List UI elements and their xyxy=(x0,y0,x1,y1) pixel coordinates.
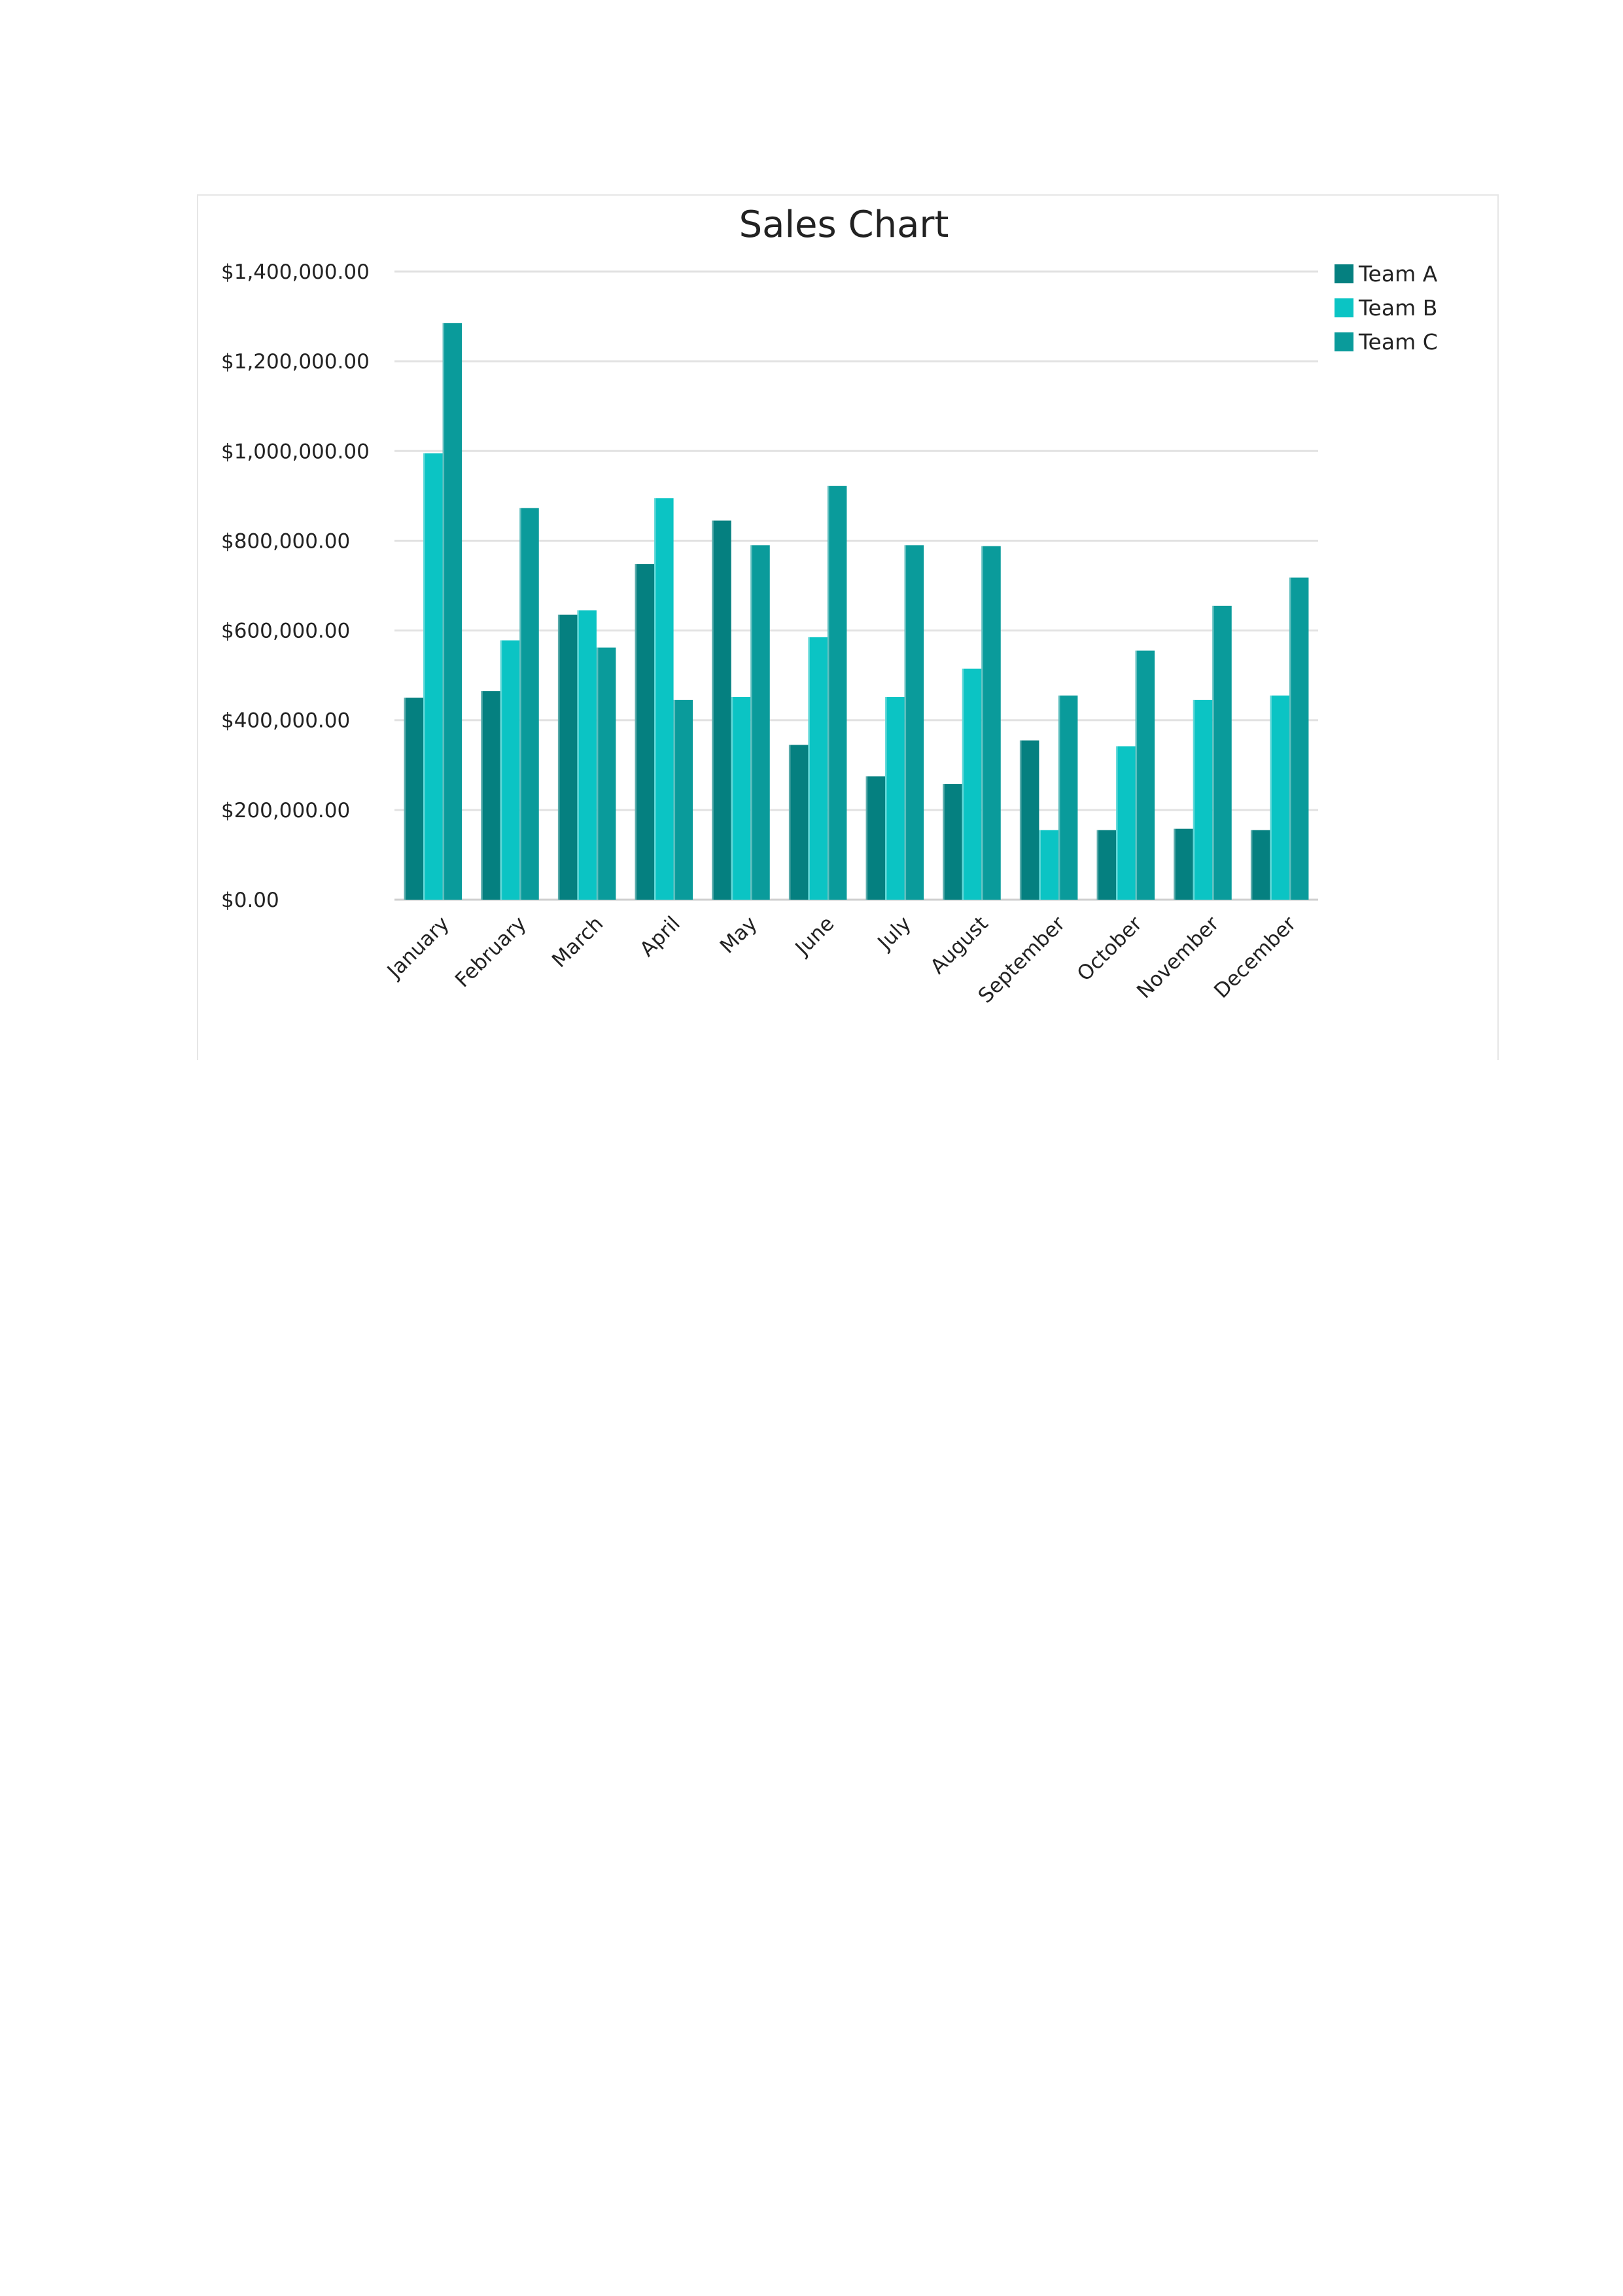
x-tick-label: May xyxy=(715,911,762,959)
x-tick-label: August xyxy=(926,911,993,979)
bar-team-c xyxy=(1289,578,1309,900)
bar-team-a xyxy=(481,691,500,900)
bar-team-c xyxy=(905,545,924,900)
y-tick-label: $600,000.00 xyxy=(221,619,351,643)
bar-team-a xyxy=(712,521,731,900)
x-tick-label: November xyxy=(1132,911,1224,1004)
legend-swatch xyxy=(1335,298,1353,317)
x-axis-tick-labels xyxy=(382,911,1300,1008)
bar-highlight xyxy=(577,610,579,900)
bar-highlight xyxy=(828,486,829,900)
legend-label: Team A xyxy=(1359,261,1438,287)
bar-team-a xyxy=(1251,830,1270,900)
bar-highlight xyxy=(519,508,521,900)
chart-title: Sales Chart xyxy=(739,203,949,246)
y-tick-label: $1,000,000.00 xyxy=(221,440,370,464)
bar-highlight xyxy=(1270,696,1272,900)
bar-team-a xyxy=(404,698,424,900)
bar-team-c xyxy=(828,486,847,900)
bar-highlight xyxy=(712,521,714,900)
bar-team-c xyxy=(519,508,539,900)
y-tick-label: $0.00 xyxy=(221,889,279,912)
bar-highlight xyxy=(635,564,637,900)
bar-team-c xyxy=(597,648,616,900)
x-tick-label: April xyxy=(635,911,685,962)
bar-highlight xyxy=(789,745,791,900)
bar-team-b xyxy=(962,669,982,900)
x-tick-label: February xyxy=(451,911,531,993)
bar-team-a xyxy=(866,776,886,900)
bar-highlight xyxy=(1174,829,1176,900)
bar-highlight xyxy=(404,698,406,900)
y-tick-label: $200,000.00 xyxy=(221,798,351,822)
legend-swatch xyxy=(1335,264,1353,283)
y-tick-label: $1,400,000.00 xyxy=(221,260,370,284)
bar-team-b xyxy=(885,697,905,900)
bar-team-b xyxy=(500,641,520,900)
bar-highlight xyxy=(750,545,752,900)
y-tick-label: $1,200,000.00 xyxy=(221,350,370,374)
bar-highlight xyxy=(443,323,445,900)
x-tick-label: October xyxy=(1072,911,1147,986)
bar-highlight xyxy=(674,700,676,900)
bar-team-a xyxy=(635,564,655,900)
bar-team-b xyxy=(808,637,828,900)
x-tick-label: June xyxy=(791,911,839,960)
bar-highlight xyxy=(1136,650,1138,900)
bar-team-b xyxy=(577,610,597,900)
bar-team-a xyxy=(1174,829,1193,900)
bar-highlight xyxy=(597,648,599,900)
bar-highlight xyxy=(1097,830,1099,900)
bar-team-c xyxy=(1058,696,1078,900)
bar-team-b xyxy=(654,498,673,900)
bar-team-c xyxy=(750,545,770,900)
bar-highlight xyxy=(558,615,560,900)
x-tick-label: March xyxy=(547,911,608,972)
bar-team-c xyxy=(674,700,693,900)
bar-team-b xyxy=(1270,696,1289,900)
bar-highlight xyxy=(885,697,887,900)
x-tick-label: July xyxy=(873,911,916,955)
bar-team-c xyxy=(1136,650,1155,900)
bar-highlight xyxy=(500,641,502,900)
x-tick-label: December xyxy=(1210,911,1301,1003)
legend-label: Team B xyxy=(1359,295,1438,321)
bar-highlight xyxy=(943,784,945,900)
bar-highlight xyxy=(1058,696,1060,900)
bar-highlight xyxy=(654,498,656,900)
x-tick-label: September xyxy=(973,911,1070,1008)
legend-label: Team C xyxy=(1359,329,1438,355)
bar-highlight xyxy=(905,545,907,900)
bar-team-a xyxy=(943,784,962,900)
bar-highlight xyxy=(423,453,425,900)
bars xyxy=(404,323,1309,900)
bar-highlight xyxy=(962,669,964,900)
bar-highlight xyxy=(481,691,483,900)
bar-team-a xyxy=(558,615,578,900)
bar-team-a xyxy=(789,745,809,900)
bar-highlight xyxy=(1116,746,1118,900)
bar-highlight xyxy=(808,637,810,900)
bar-team-c xyxy=(443,323,462,900)
legend-swatch xyxy=(1335,332,1353,351)
bar-team-b xyxy=(1039,830,1058,900)
bar-highlight xyxy=(1212,606,1214,900)
bar-team-b xyxy=(731,697,751,900)
bar-team-a xyxy=(1020,741,1039,900)
y-axis-tick-labels xyxy=(221,260,370,912)
legend xyxy=(1335,261,1438,355)
bar-team-b xyxy=(1116,746,1136,900)
bar-team-c xyxy=(981,546,1001,900)
bar-team-c xyxy=(1212,606,1232,900)
bar-team-b xyxy=(1193,700,1213,900)
bar-highlight xyxy=(1289,578,1291,900)
y-tick-label: $800,000.00 xyxy=(221,529,351,554)
bar-team-b xyxy=(423,453,443,900)
bar-highlight xyxy=(731,697,733,900)
bar-highlight xyxy=(1193,700,1195,900)
bar-highlight xyxy=(1020,741,1022,900)
x-tick-label: January xyxy=(383,911,454,983)
bar-highlight xyxy=(981,546,983,900)
bar-highlight xyxy=(866,776,868,900)
bar-highlight xyxy=(1039,830,1041,900)
bar-highlight xyxy=(1251,830,1253,900)
y-tick-label: $400,000.00 xyxy=(221,709,351,733)
bar-team-a xyxy=(1097,830,1117,900)
